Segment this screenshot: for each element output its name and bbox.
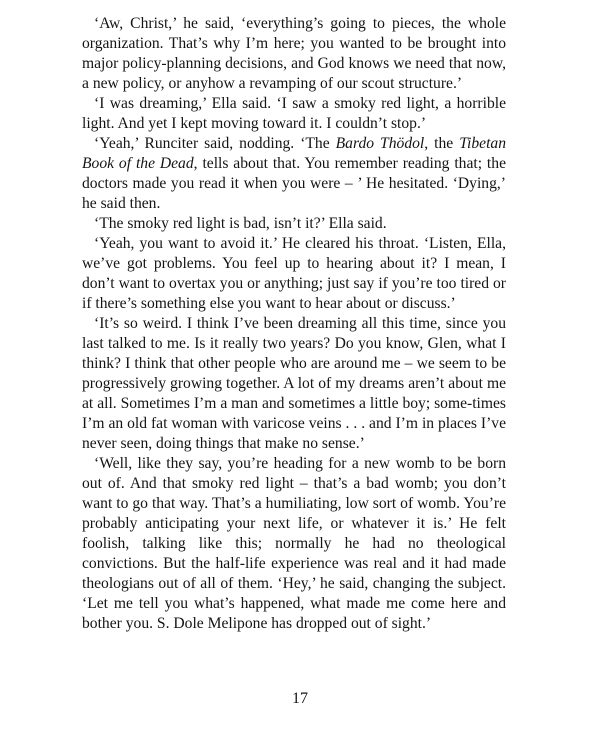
paragraph-3-text-before: ‘Yeah,’ Runciter said, nodding. ‘The xyxy=(94,135,336,152)
paragraph-6: ‘It’s so weird. I think I’ve been dreaming all this time, since you last talked to me. Is it really two years? Do you know, Glen, what I think? I think that other people who are around me – we seem to be progressively growing together. A lot of my dreams aren’t about me at all. Sometimes I’m a man and sometimes a little boy; some-times I’m an old fat woman with varicose veins . . . and I’m in places I’ve never seen, doing things that make no sense.’ xyxy=(82,315,506,452)
paragraph-7: ‘Well, like they say, you’re heading for a new womb to be born out of. And that smoky red light – that’s a bad womb; you don’t want to go that way. That’s a humiliating, low sort of womb. You’re probably anticipating your next life, or whatever it is.’ He felt foolish, talking like this; normally he had no theological convictions. But the half-life experience was real and it had made theologians out of all of them. ‘Hey,’ he said, changing the subject. ‘Let me tell you what’s happened, what made me come here and bother you. S. Dole Melipone has dropped out of sight.’ xyxy=(82,455,506,632)
paragraph-5: ‘Yeah, you want to avoid it.’ He cleared his throat. ‘Listen, Ella, we’ve got problems. You feel up to hearing about it? I mean, I don’t want to overtax you or anything; just say if you’re too tired or if there’s something else you want to hear about or discuss.’ xyxy=(82,235,506,312)
paragraph-3 xyxy=(82,134,506,214)
paragraph-1: ‘Aw, Christ,’ he said, ‘everything’s going to pieces, the whole organization. That’s why I’m here; you wanted to be brought into major policy-planning decisions, and God knows we need that now, a new policy, or anyhow a revamping of our scout structure.’ xyxy=(82,15,506,92)
paragraph-4: ‘The smoky red light is bad, isn’t it?’ Ella said. xyxy=(94,215,387,232)
paragraph-2: ‘I was dreaming,’ Ella said. ‘I saw a smoky red light, a horrible light. And yet I kept moving toward it. I couldn’t stop.’ xyxy=(82,95,506,132)
book-title-tibetan-book-of-the-dead: Tibetan Book of the Dead xyxy=(82,135,506,172)
paragraph-3-text-middle: , the xyxy=(424,135,460,152)
paragraph-3-text-after: , tells about that. You remember reading that; the doctors made you read it when you were – ’ He hesitated. ‘Dying,’ he said then. xyxy=(82,155,506,212)
page-body xyxy=(82,14,506,634)
book-title-bardo-thodol: Bardo Thödol xyxy=(335,135,425,152)
page-number: 17 xyxy=(292,690,308,707)
